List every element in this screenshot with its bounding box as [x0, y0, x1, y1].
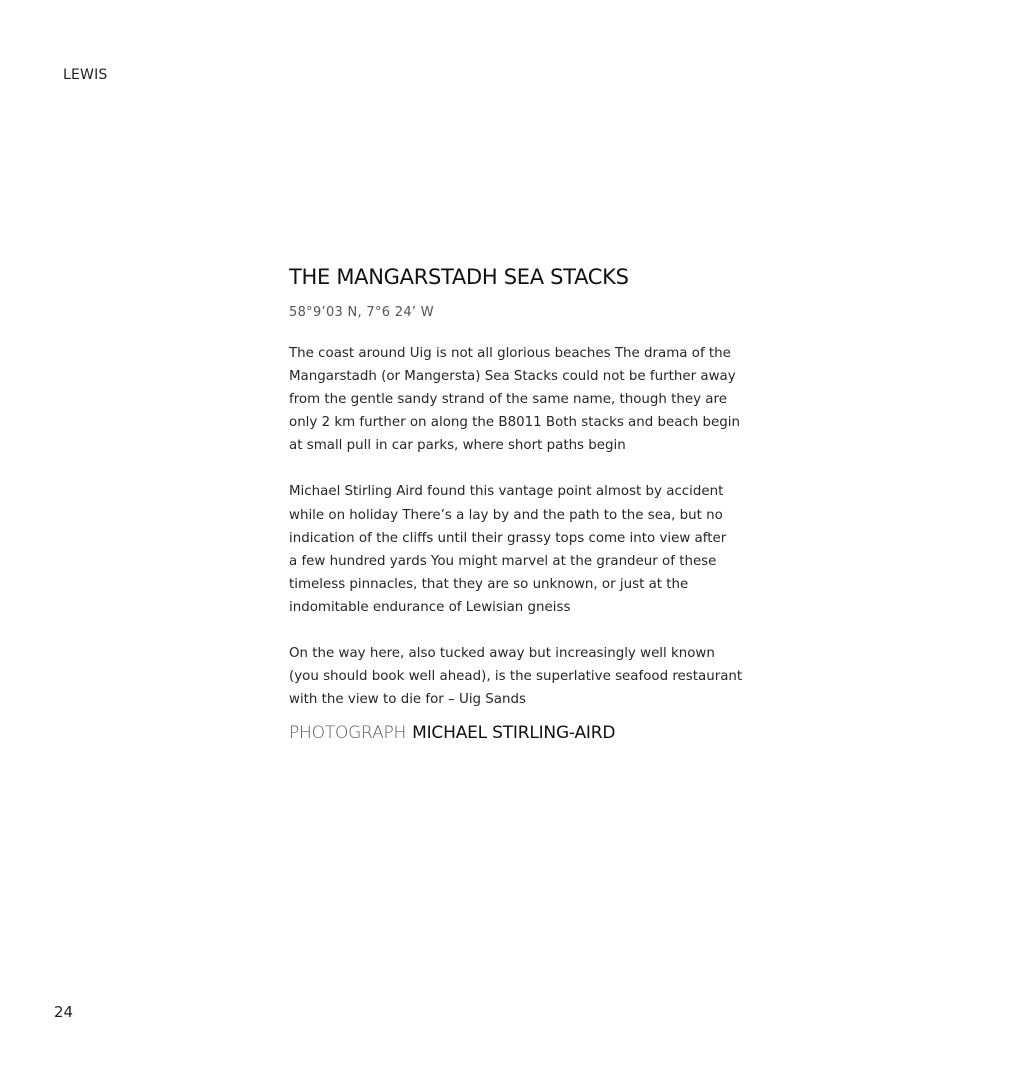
photo-credit — [289, 721, 759, 745]
paragraph-line: a few hundred yards You might marvel at the grandeur of these — [289, 553, 717, 569]
paragraph-line: indication of the cliffs until their grassy tops come into view after — [289, 530, 727, 546]
paragraph-line: (you should book well ahead), is the superlative seafood restaurant — [289, 669, 743, 685]
paragraph-line: The coast around Uig is not all glorious beaches The drama of the — [289, 346, 731, 361]
running-head: LEWIS — [63, 67, 108, 83]
paragraph-2 — [289, 480, 759, 619]
paragraph-line: from the gentle sandy strand of the same name, though they are — [289, 392, 727, 408]
paragraph-3 — [289, 642, 759, 711]
paragraph-line: On the way here, also tucked away but increasingly well known — [289, 646, 715, 662]
article-title: THE MANGARSTADH SEA STACKS — [289, 265, 629, 289]
paragraph-line: while on holiday There’s a lay by and the path to the sea, but no — [289, 507, 723, 523]
paragraph-line: with the view to die for – Uig Sands — [289, 692, 526, 708]
page-number: 24 — [54, 1003, 74, 1021]
paragraph-line: Mangarstadh (or Mangersta) Sea Stacks could not be further away — [289, 369, 736, 385]
paragraph-line: Michael Stirling Aird found this vantage point almost by accident — [289, 484, 724, 500]
paragraph-line: indomitable endurance of Lewisian gneiss — [289, 599, 571, 615]
paragraph-line: at small pull in car parks, where short paths begin — [289, 438, 626, 454]
coordinates: 58°9’03 N, 7°6 24’ W — [289, 305, 434, 320]
photo-credit-name: MICHAEL STIRLING-AIRD — [412, 723, 616, 744]
paragraph-line: only 2 km further on along the B8011 Both stacks and beach begin — [289, 415, 741, 431]
paragraph-1 — [289, 342, 759, 457]
paragraph-line: timeless pinnacles, that they are so unknown, or just at the — [289, 576, 689, 592]
article — [289, 262, 759, 745]
photo-credit-label: PHOTOGRAPH — [289, 723, 407, 744]
